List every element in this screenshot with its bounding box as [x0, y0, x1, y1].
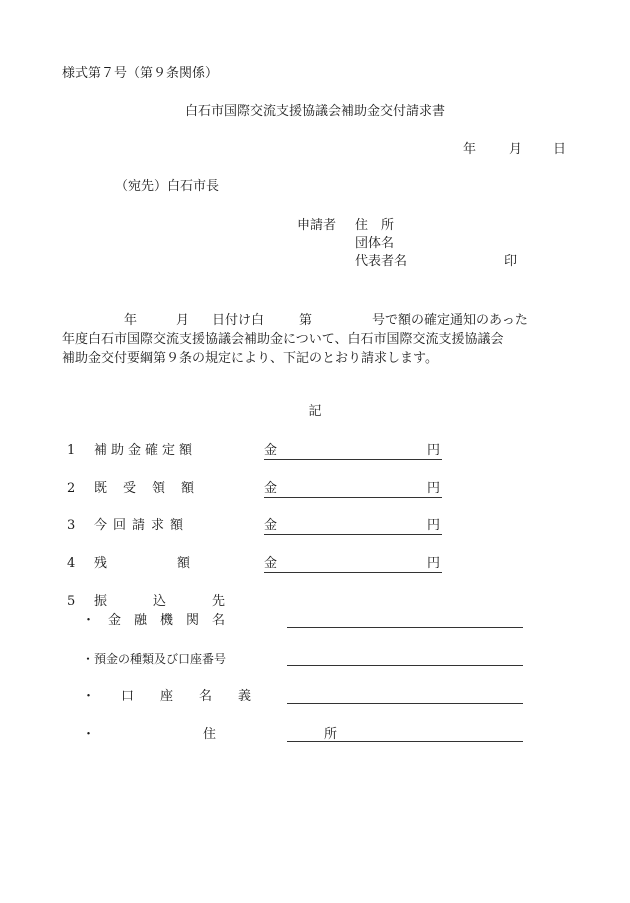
item-1-label: 補助金確定額	[94, 443, 197, 458]
item-4-en: 円	[427, 556, 441, 571]
item-3-amount-line	[264, 534, 442, 535]
body-line-1	[62, 311, 582, 330]
item-2-label: 既受領額	[94, 481, 211, 496]
body-number-prefix: 第	[299, 313, 313, 328]
account-holder-label: ・口座名義	[82, 689, 278, 704]
bank-name-label: ・金融機関名	[82, 613, 239, 628]
bank-name-line	[287, 627, 523, 628]
item-1-kin: 金	[264, 443, 278, 458]
item-3-en: 円	[427, 518, 441, 533]
body-year-label: 年	[124, 313, 138, 328]
item-4-label: 残額	[94, 556, 261, 571]
item-1-amount-line	[264, 459, 442, 460]
form-number: 様式第７号（第９条関係）	[62, 66, 219, 81]
item-4-amount-line	[264, 572, 442, 573]
applicant-address-label: 住 所	[355, 218, 395, 233]
addressee: （宛先）白石市長	[115, 179, 220, 194]
item-2-number: 2	[67, 481, 76, 496]
body-month-label: 月	[176, 313, 190, 328]
document-title: 白石市国際交流支援協議会補助金交付請求書	[184, 104, 445, 119]
date-year-label: 年	[463, 142, 477, 157]
applicant-representative-label: 代表者名	[355, 254, 408, 269]
date-month-label: 月	[509, 142, 523, 157]
account-holder-line	[287, 703, 523, 704]
account-type-number-line	[287, 665, 523, 666]
body-line-3: 補助金交付要綱第９条の規定により、下記のとおり請求します。	[62, 351, 438, 366]
item-4-kin: 金	[264, 556, 278, 571]
item-1-en: 円	[427, 443, 441, 458]
item-2-en: 円	[427, 481, 441, 496]
date-line	[0, 142, 630, 158]
body-day-date-label: 日付け白	[212, 313, 265, 328]
item-3-label: 今回請求額	[94, 518, 190, 533]
item-5-label: 振込先	[94, 594, 272, 609]
applicant-organization-label: 団体名	[355, 236, 395, 251]
bank-address-line	[287, 741, 523, 742]
body-line-1-tail: 号で額の確定通知のあった	[372, 313, 528, 328]
item-4-number: 4	[67, 556, 76, 571]
item-2-amount-line	[264, 497, 442, 498]
ki-heading: 記	[308, 404, 322, 419]
item-1-number: 1	[67, 443, 76, 458]
seal-mark: 印	[504, 254, 518, 269]
account-type-number-label: ・預金の種類及び口座番号	[82, 652, 227, 666]
body-text	[62, 311, 582, 368]
date-day-label: 日	[553, 142, 567, 157]
body-line-2: 年度白石市国際交流支援協議会補助金について、白石市国際交流支援協議会	[62, 332, 504, 347]
applicant-label: 申請者	[297, 218, 337, 233]
item-3-number: 3	[67, 518, 76, 533]
item-5-number: 5	[67, 594, 76, 609]
item-2-kin: 金	[264, 481, 278, 496]
bank-address-label: ・住所	[82, 727, 446, 742]
item-3-kin: 金	[264, 518, 278, 533]
